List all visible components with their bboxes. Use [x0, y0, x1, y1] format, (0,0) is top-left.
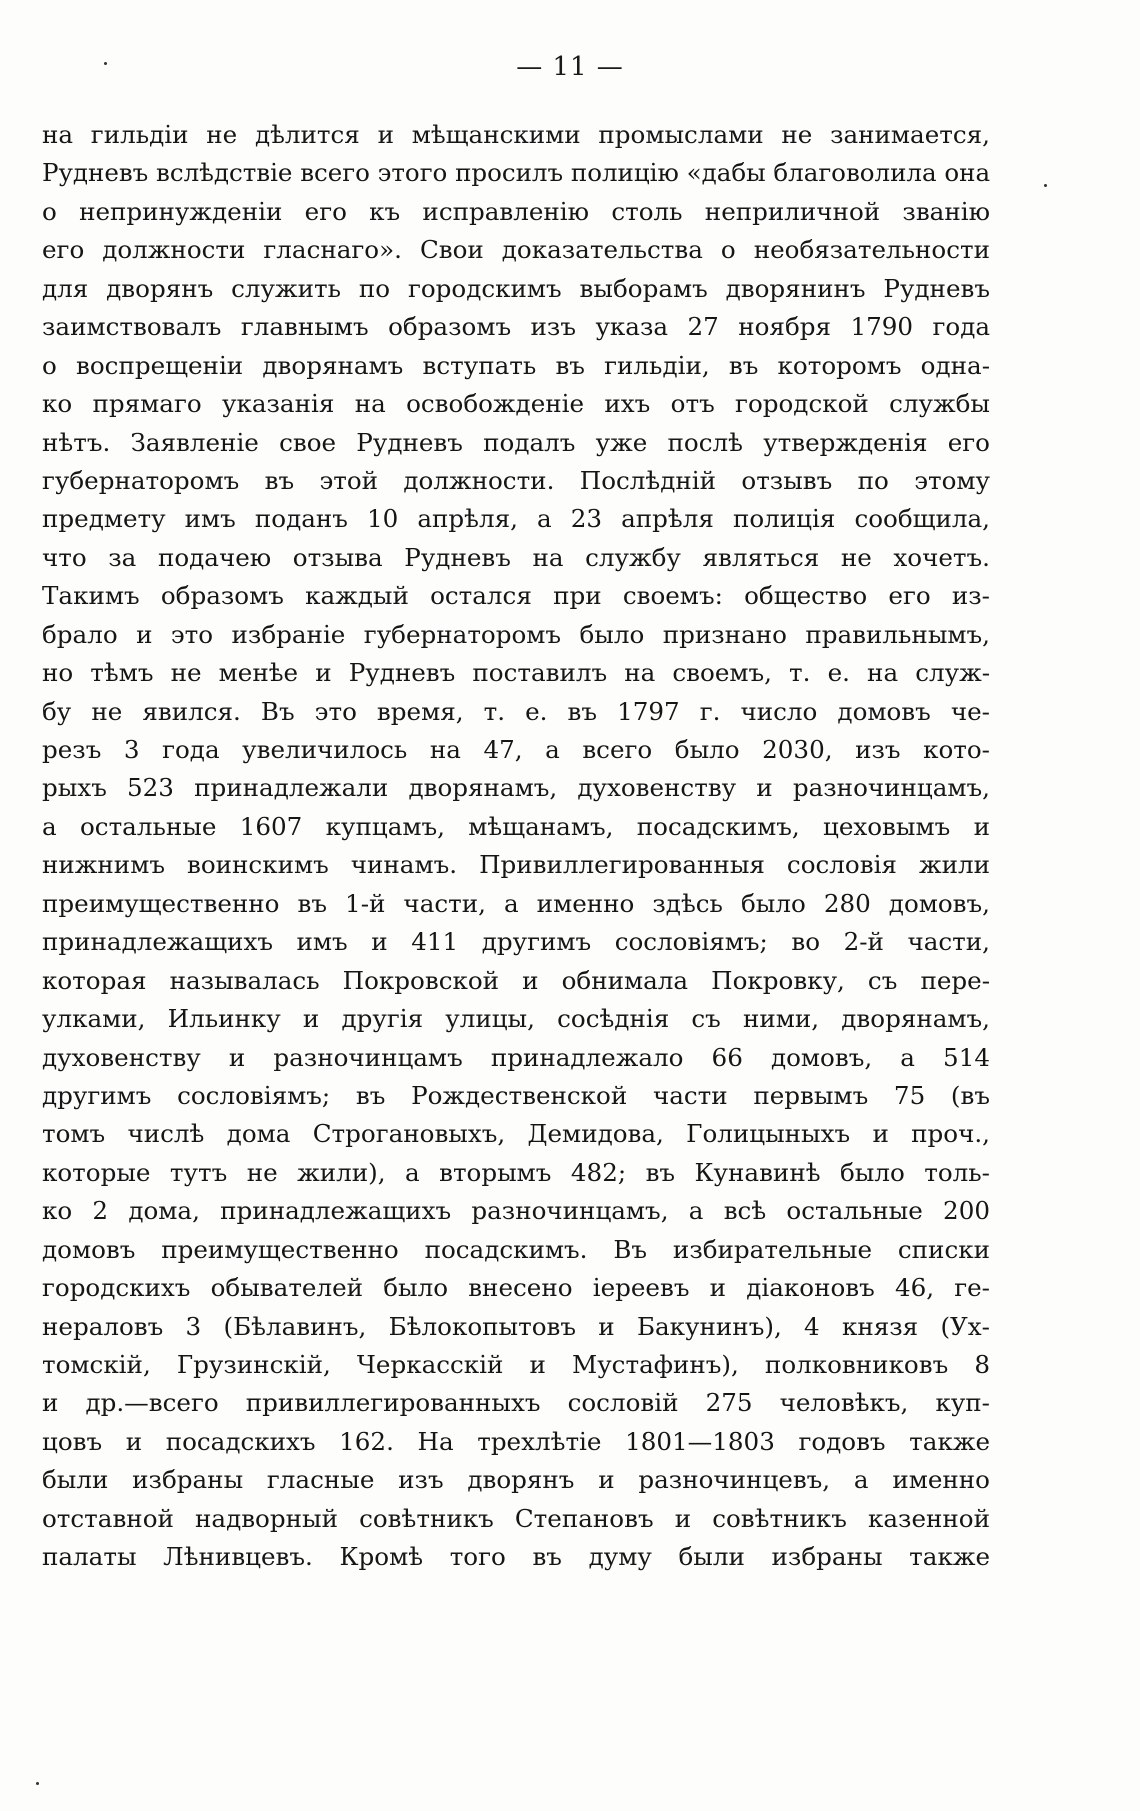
text-line: городскихъ обывателей было внесено іереевъ и діаконовъ 46, ге-: [42, 1273, 990, 1303]
text-line: томскій, Грузинскій, Черкасскій и Мустафинъ), полковниковъ 8: [42, 1350, 990, 1379]
text-line: которые тутъ не жили), а вторымъ 482; въ Кунавинѣ было толь-: [42, 1157, 990, 1187]
text-line: духовенству и разночинцамъ принадлежало 66 домовъ, а 514: [42, 1042, 990, 1072]
body-text: [42, 116, 990, 1577]
text-line: на гильдіи не дѣлится и мѣщанскими промыслами не занимается,: [42, 120, 990, 149]
text-line: улками, Ильинку и другія улицы, сосѣднія съ ними, дворянамъ,: [42, 1004, 990, 1034]
text-line: нераловъ 3 (Бѣлавинъ, Бѣлокопытовъ и Бакунинъ), 4 князя (Ух-: [42, 1311, 990, 1341]
text-line: ко 2 дома, принадлежащихъ разночинцамъ, а всѣ остальные 200: [42, 1196, 990, 1226]
text-line: палаты Лѣнивцевъ. Кромѣ того въ думу были избраны также: [42, 1542, 990, 1572]
print-speck: [104, 62, 107, 65]
text-line: рыхъ 523 принадлежали дворянамъ, духовенству и разночинцамъ,: [42, 773, 990, 803]
text-line: которая называлась Покровской и обнимала Покровку, съ пере-: [42, 965, 990, 995]
text-line: домовъ преимущественно посадскимъ. Въ избирательные списки: [42, 1234, 990, 1264]
text-line: принадлежащихъ имъ и 411 другимъ сословіямъ; во 2-й части,: [42, 927, 990, 957]
text-line: Такимъ образомъ каждый остался при своемъ: общество его из-: [42, 581, 990, 611]
text-line: нѣтъ. Заявленіе свое Рудневъ подалъ уже послѣ утвержденія его: [42, 427, 990, 457]
text-line: цовъ и посадскихъ 162. На трехлѣтіе 1801—1803 годовъ также: [42, 1426, 990, 1456]
print-speck: [36, 1782, 39, 1785]
print-speck: [1044, 184, 1047, 187]
text-line: что за подачею отзыва Рудневъ на службу являться не хочетъ.: [42, 542, 990, 572]
text-line: были избраны гласные изъ дворянъ и разночинцевъ, а именно: [42, 1465, 990, 1495]
text-line: но тѣмъ не менѣе и Рудневъ поставилъ на своемъ, т. е. на служ-: [42, 658, 990, 688]
text-line: предмету имъ поданъ 10 апрѣля, а 23 апрѣля полиція сообщила,: [42, 504, 990, 534]
text-line: заимствовалъ главнымъ образомъ изъ указа 27 ноября 1790 года: [42, 312, 990, 342]
text-line: о непринужденіи его къ исправленію столь неприличной званію: [42, 196, 990, 226]
text-line: ко прямаго указанія на освобожденіе ихъ отъ городской службы: [42, 389, 990, 419]
text-line: нижнимъ воинскимъ чинамъ. Привиллегированныя сословія жили: [42, 850, 990, 880]
text-line: отставной надворный совѣтникъ Степановъ и совѣтникъ казенной: [42, 1503, 990, 1533]
text-line: а остальные 1607 купцамъ, мѣщанамъ, посадскимъ, цеховымъ и: [42, 811, 990, 841]
text-line: о воспрещеніи дворянамъ вступать въ гильдіи, въ которомъ одна-: [42, 350, 990, 380]
text-line: бу не явился. Въ это время, т. е. въ 1797 г. число домовъ че-: [42, 696, 990, 726]
text-line: его должности гласнаго». Свои доказательства о необязательности: [42, 235, 990, 265]
text-line: губернаторомъ въ этой должности. Послѣдній отзывъ по этому: [42, 465, 990, 495]
text-line: Рудневъ вслѣдствіе всего этого просилъ полицію «дабы благоволила она: [42, 158, 991, 188]
text-line: для дворянъ служить по городскимъ выборамъ дворянинъ Рудневъ: [42, 273, 990, 303]
text-line: другимъ сословіямъ; въ Рождественской части первымъ 75 (въ: [42, 1080, 990, 1110]
text-line: и др.—всего привиллегированныхъ сословій 275 человѣкъ, куп-: [42, 1388, 990, 1418]
text-line: брало и это избраніе губернаторомъ было признано правильнымъ,: [42, 619, 990, 649]
text-line: резъ 3 года увеличилось на 47, а всего было 2030, изъ кото-: [42, 735, 990, 764]
text-line: томъ числѣ дома Строгановыхъ, Демидова, Голицыныхъ и проч.,: [42, 1119, 990, 1149]
page-number: — 11 —: [516, 52, 624, 82]
text-line: преимущественно въ 1-й части, а именно здѣсь было 280 домовъ,: [42, 888, 990, 918]
